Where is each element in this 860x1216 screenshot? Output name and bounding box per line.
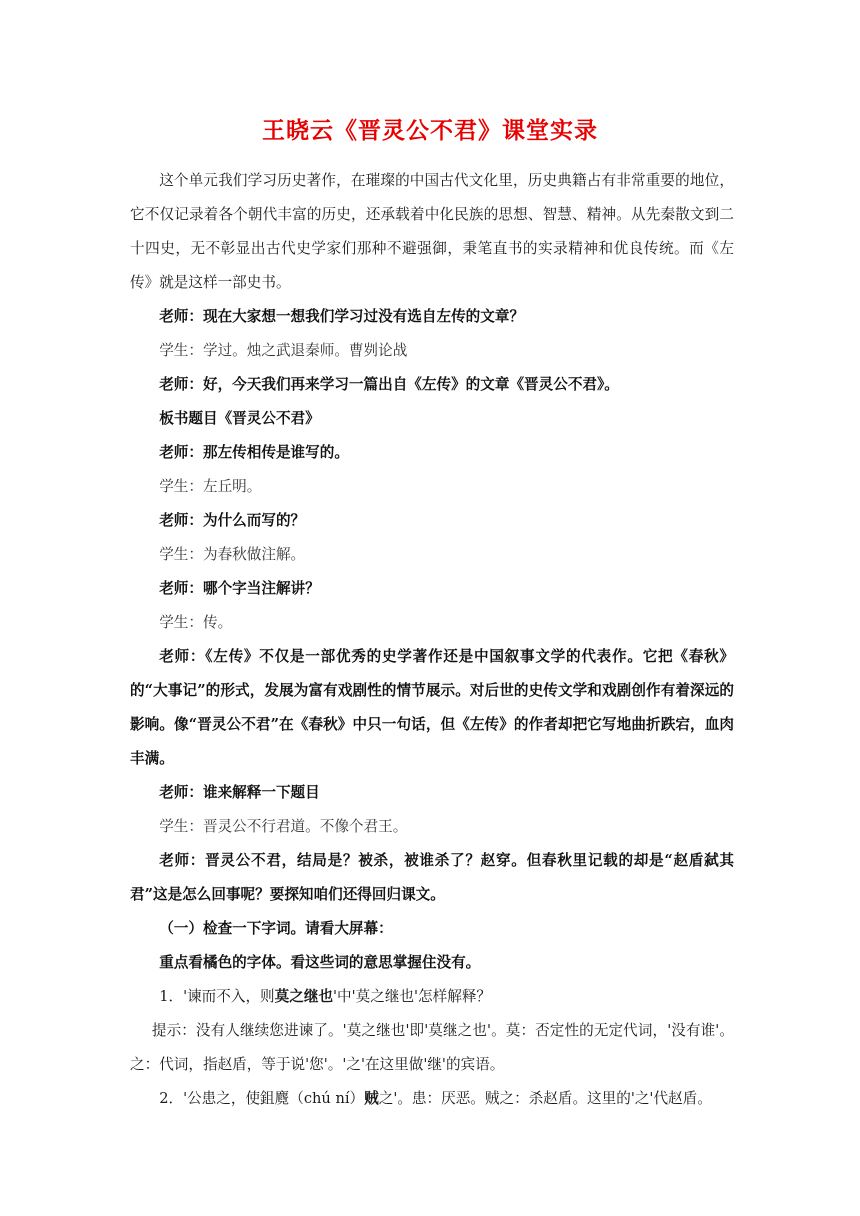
document-body	[130, 164, 734, 1116]
question-2-keyword: 贼	[364, 1090, 379, 1107]
board-title-line: 板书题目《晋灵公不君》	[159, 410, 320, 427]
question-1-suffix: '中'莫之继也'怎样解释？	[333, 988, 492, 1005]
teacher-line: 老师：为什么而写的？	[159, 512, 306, 529]
teacher-line: 老师：那左传相传是谁写的。	[159, 444, 349, 461]
question-2	[130, 1082, 734, 1116]
question-2-prefix: 2．'公患之，使鉏麑（chú ní）	[159, 1090, 365, 1107]
student-line: 学生：左丘明。	[159, 478, 262, 495]
page-title: 王晓云《晋灵公不君》课堂实录	[262, 118, 598, 144]
teacher-line: 老师：好，今天我们再来学习一篇出自《左传》的文章《晋灵公不君》。	[159, 376, 619, 393]
teacher-line: 老师：现在大家想一想我们学习过没有选自左传的文章？	[159, 308, 525, 325]
teacher-paragraph: 老师：《左传》不仅是一部优秀的史学著作还是中国叙事文学的代表作。它把《春秋》的“大事记”的形式，发展为富有戏剧性的情节展示。对后世的史传文学和戏剧创作有着深远的影响。像“晋灵公不君”在《春秋》中只一句话，但《左传》的作者却把它写地曲折跌宕，血肉丰满。	[130, 648, 734, 767]
intro-paragraph: 这个单元我们学习历史著作，在璀璨的中国古代文化里，历史典籍占有非常重要的地位，它不仅记录着各个朝代丰富的历史，还承载着中化民族的思想、智慧、精神。从先秦散文到二十四史，无不彰显出古代史学家们那种不避强御，秉笔直书的实录精神和优良传统。而《左传》就是这样一部史书。	[130, 172, 734, 291]
question-1	[130, 980, 734, 1014]
teacher-line: 老师：谁来解释一下题目	[159, 784, 320, 801]
instruction-line: 重点看橘色的字体。看这些词的意思掌握住没有。	[159, 954, 481, 971]
student-line: 学生：学过。烛之武退秦师。曹刿论战	[159, 342, 408, 359]
teacher-line: 老师：哪个字当注解讲？	[159, 580, 320, 597]
question-1-keyword: 莫之继也	[274, 988, 334, 1005]
question-1-prefix: 1．'谏而不入，则	[159, 988, 275, 1005]
hint-1: 提示：没有人继续您进谏了。'莫之继也'即'莫继之也'。莫：否定性的无定代词，'没有谁'。之：代词，指赵盾，等于说'您'。'之'在这里做'继'的宾语。	[130, 1022, 734, 1073]
student-line: 学生：晋灵公不行君道。不像个君王。	[159, 818, 408, 835]
student-line: 学生：为春秋做注解。	[159, 546, 306, 563]
question-2-suffix: 之'。患：厌恶。贼之：杀赵盾。这里的'之'代赵盾。	[378, 1090, 712, 1107]
teacher-paragraph: 老师：晋灵公不君，结局是？被杀，被谁杀了？赵穿。但春秋里记载的却是“赵盾弑其君”这是怎么回事呢？要探知咱们还得回归课文。	[130, 852, 734, 903]
student-line: 学生：传。	[159, 614, 233, 631]
section-heading: （一）检查一下字词。请看大屏幕：	[159, 920, 393, 937]
